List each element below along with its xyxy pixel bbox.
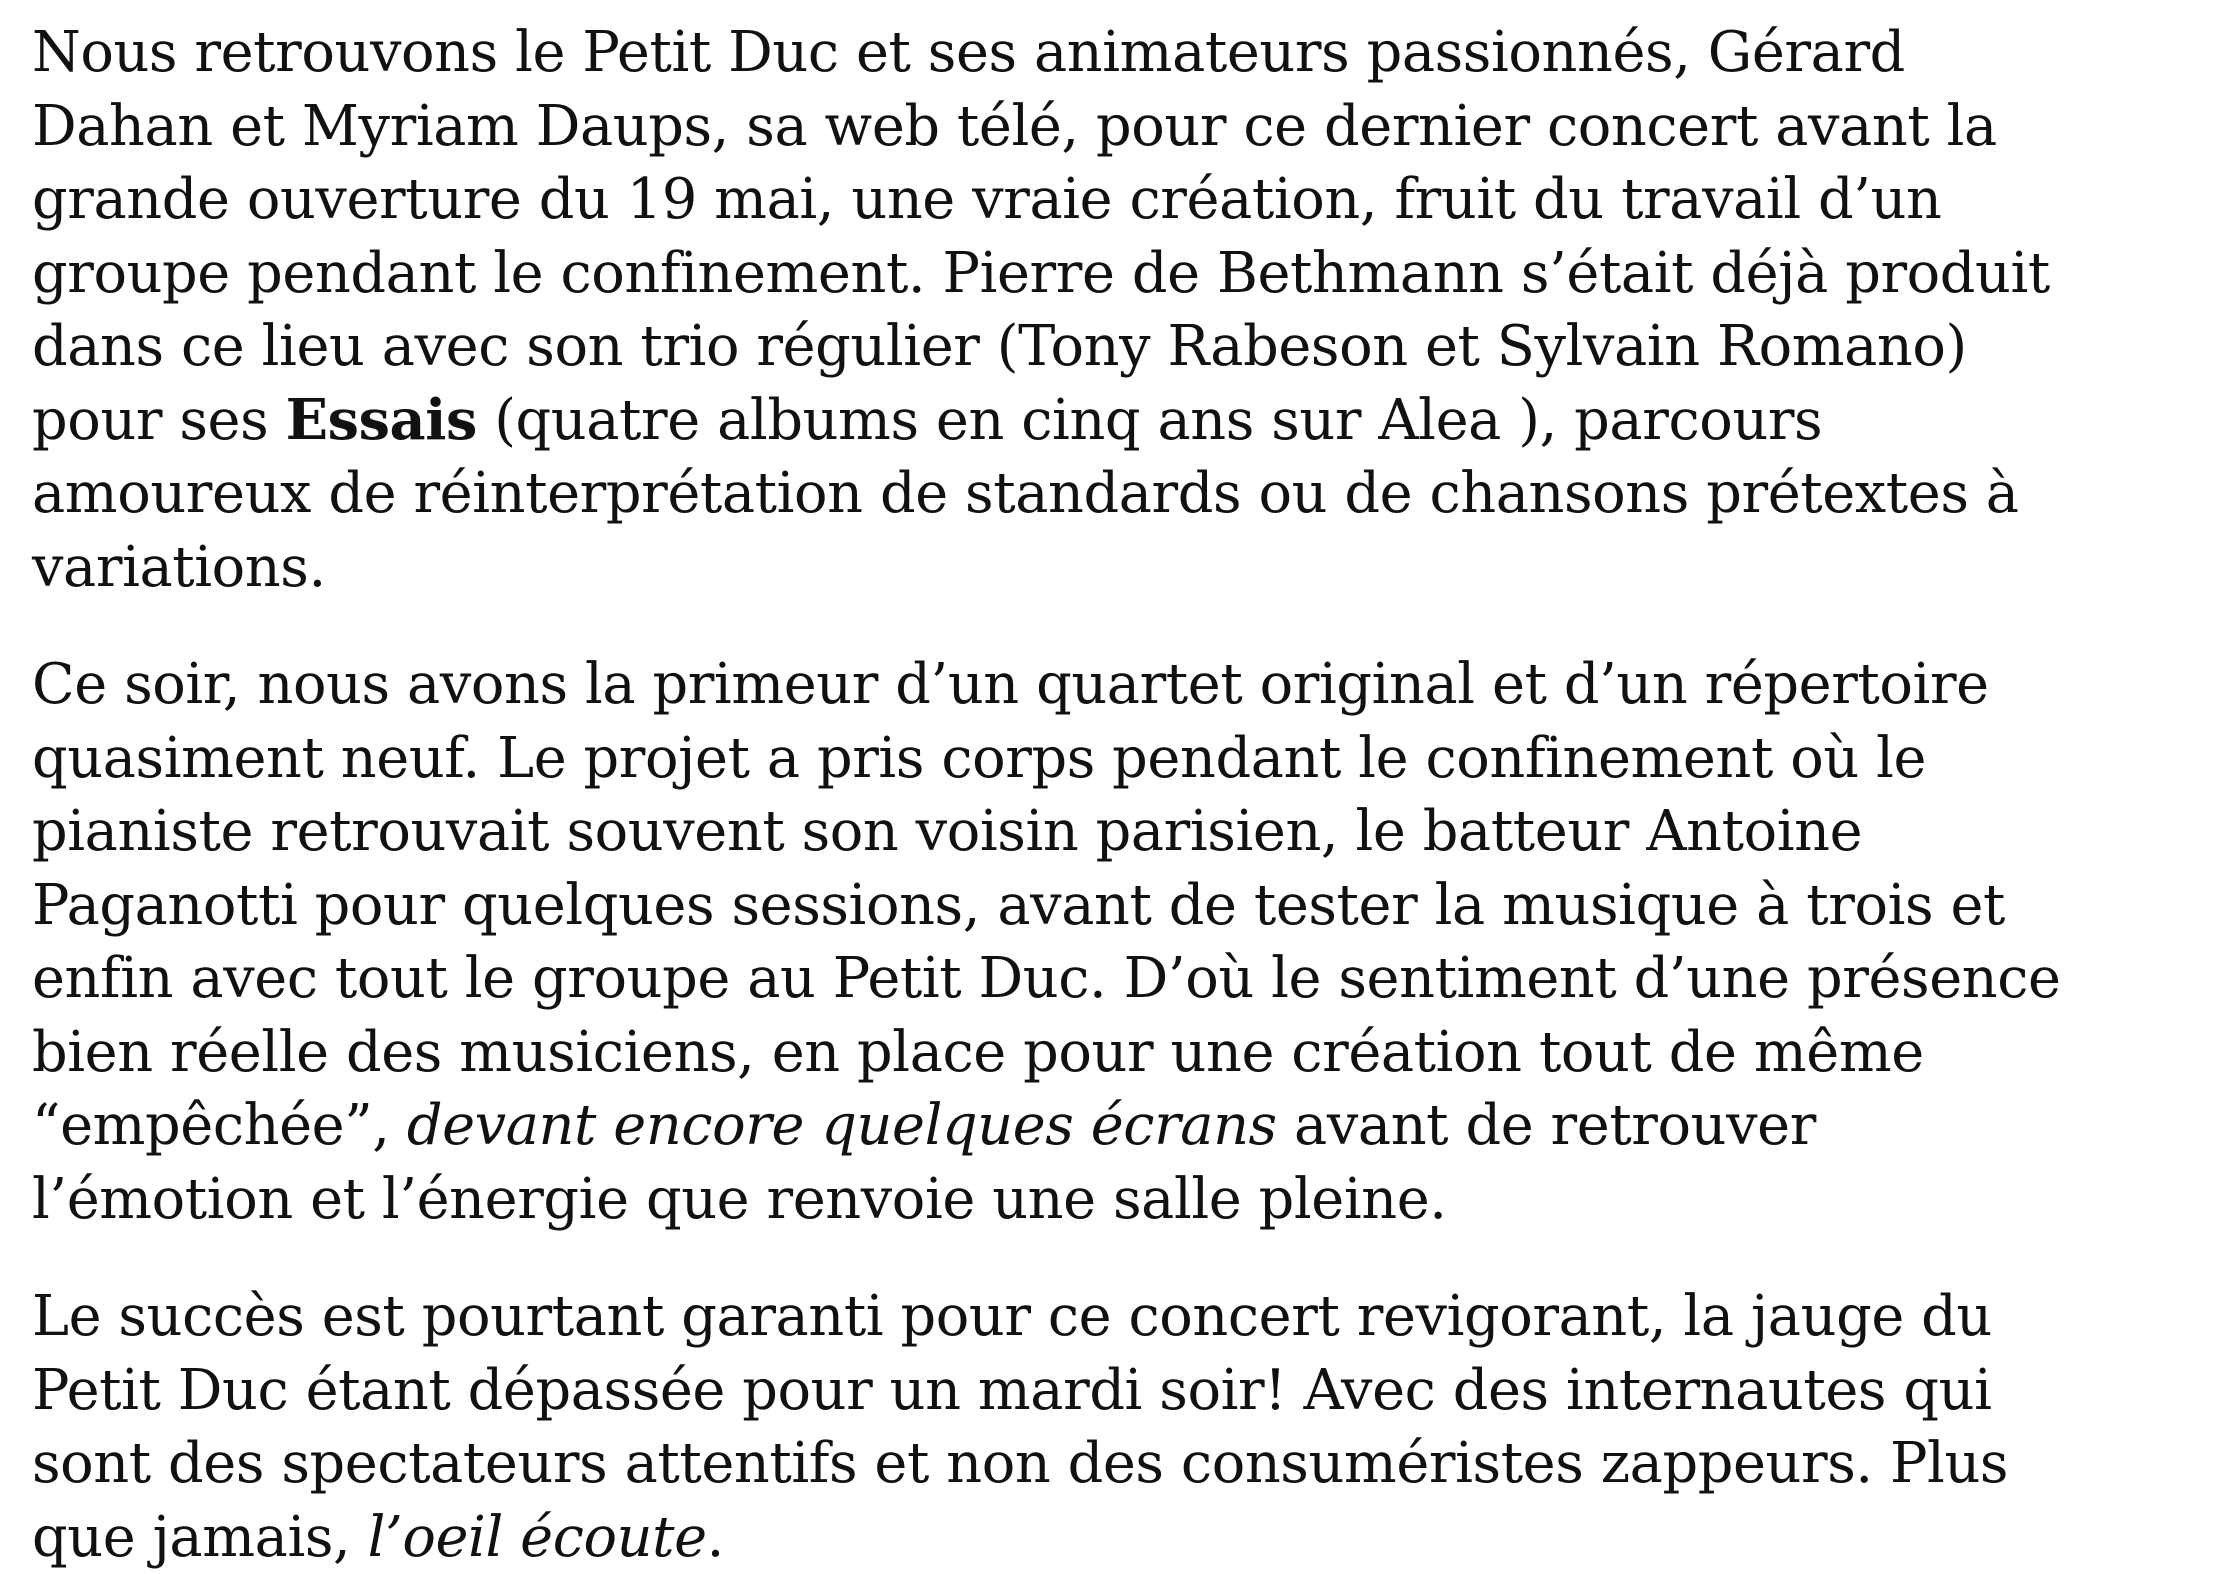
text-run: “empêchée”, [32, 1093, 407, 1158]
text-run: sont des spectateurs attentifs et non des consuméristes zappeurs. Plus [32, 1431, 2009, 1496]
text-run: groupe pendant le confinement. Pierre de Bethmann s’était déjà produit [32, 240, 2050, 306]
text-line [32, 1016, 2217, 1090]
italic-text: l’oeil écoute [367, 1504, 707, 1570]
paragraph-2 [32, 648, 2217, 1236]
text-run: avant de retrouver [1276, 1093, 1816, 1158]
text-run: Ce soir, nous avons la primeur d’un quartet original et d’un répertoire [32, 652, 1989, 717]
text-line [32, 1163, 2217, 1237]
text-run: dans ce lieu avec son trio régulier (Tony Rabeson et Sylvain Romano) [32, 314, 1967, 379]
text-line [32, 457, 2217, 531]
italic-text: devant encore quelques écrans [406, 1093, 1277, 1158]
text-line [32, 16, 2217, 90]
text-run: (quatre albums en cinq ans sur Alea ), parcours [476, 387, 1823, 453]
article-body [32, 16, 2217, 1574]
paragraph-3 [32, 1280, 2217, 1574]
text-line [32, 869, 2217, 943]
text-run: . [706, 1504, 724, 1570]
text-run: l’émotion et l’énergie que renvoie une salle pleine. [32, 1166, 1447, 1232]
text-run: enfin avec tout le groupe au Petit Duc. D’où le sentiment d’une présence [32, 946, 2061, 1011]
text-run: amoureux de réinterprétation de standards ou de chansons prétextes à [32, 461, 2019, 526]
text-line [32, 163, 2217, 237]
text-run: Paganotti pour quelques sessions, avant de tester la musique à trois et [32, 872, 2006, 938]
text-run: que jamais, [32, 1504, 368, 1570]
bold-text: Essais [285, 387, 477, 453]
text-run: quasiment neuf. Le projet a pris corps pendant le confinement où le [32, 725, 1927, 791]
text-line [32, 795, 2217, 869]
text-line [32, 237, 2217, 311]
text-line [32, 1354, 2217, 1428]
text-line [32, 1501, 2217, 1574]
text-run: pour ses [32, 387, 286, 453]
text-run: grande ouverture du 19 mai, une vraie création, fruit du travail d’un [32, 167, 1942, 232]
text-line [32, 90, 2217, 164]
text-line [32, 648, 2217, 722]
text-run: pianiste retrouvait souvent son voisin parisien, le batteur Antoine [32, 799, 1863, 864]
paragraph-1 [32, 16, 2217, 604]
text-line [32, 942, 2217, 1016]
text-line [32, 1280, 2217, 1354]
text-line [32, 384, 2217, 458]
text-run: Le succès est pourtant garanti pour ce concert revigorant, la jauge du [32, 1284, 1992, 1349]
text-line [32, 722, 2217, 796]
text-line [32, 1427, 2217, 1501]
text-run: bien réelle des musiciens, en place pour une création tout de même [32, 1019, 1924, 1085]
text-line [32, 310, 2217, 384]
text-run: Dahan et Myriam Daups, sa web télé, pour ce dernier concert avant la [32, 93, 1997, 159]
text-run: variations. [32, 534, 326, 600]
text-run: Nous retrouvons le Petit Duc et ses animateurs passionnés, Gérard [32, 20, 1905, 85]
text-line [32, 531, 2217, 605]
text-run: Petit Duc étant dépassée pour un mardi soir! Avec des internautes qui [32, 1357, 1992, 1423]
text-line [32, 1089, 2217, 1163]
